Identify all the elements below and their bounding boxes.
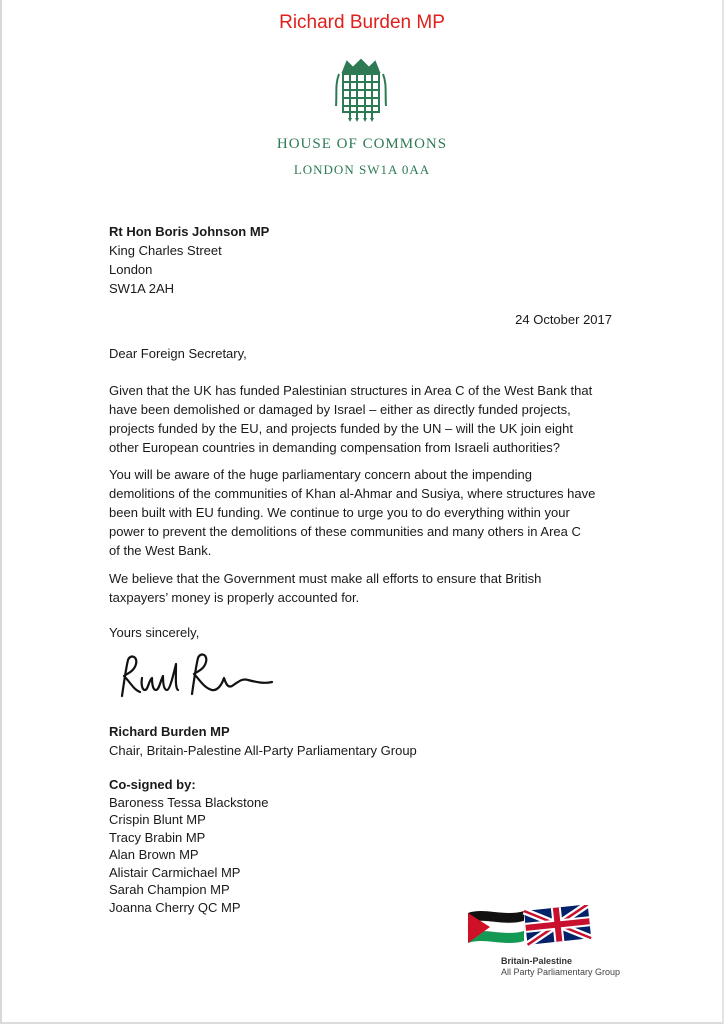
signer-name: Richard Burden MP [109,724,230,739]
recipient-address-line: King Charles Street [109,243,222,258]
paragraph-line: Given that the UK has funded Palestinian structures in Area C of the West Bank that [109,383,593,398]
recipient-address-line: London [109,262,153,277]
signer-role: Chair, Britain-Palestine All-Party Parliamentary Group [109,743,417,758]
cosigner-name: Sarah Champion MP [109,882,230,897]
logo-line-2: All Party Parliamentary Group [501,967,621,977]
signature-image [108,648,278,708]
paragraph-line: of the West Bank. [109,543,212,558]
flags-logo-icon [464,905,594,955]
paragraph-line: other European countries in demanding compensation from Israeli authorities? [109,440,560,455]
cosigner-name: Joanna Cherry QC MP [109,899,241,915]
paragraph-line: taxpayers’ money is properly accounted for. [109,590,360,605]
portcullis-icon [333,58,389,122]
recipient-address-line: SW1A 2AH [109,281,175,296]
paragraph-line: We believe that the Government must make all efforts to ensure that British [109,571,542,586]
signer-block [109,722,417,760]
header-title: Richard Burden MP [279,12,445,33]
cosigner-name: Tracy Brabin MP [109,829,206,845]
letterhead-title: HOUSE OF COMMONS [276,136,448,152]
paragraph-line: demolitions of the communities of Khan al-Ahmar and Susiya, where structures have [109,486,596,501]
closing: Yours sincerely, [109,625,200,640]
paragraph-line: You will be aware of the huge parliamentary concern about the impending [109,467,533,482]
cosigned-block [109,776,268,916]
paragraph-line: projects funded by the EU, and projects funded by the UN – will the UK join eight [109,421,573,436]
recipient-name: Rt Hon Boris Johnson MP [109,224,270,239]
salutation: Dear Foreign Secretary, [109,346,247,361]
paragraph-line: power to prevent the demolitions of these communities and many others in Area C [109,524,581,539]
logo-line-1: Britain-Palestine [501,956,573,966]
paragraph-3 [109,569,629,607]
cosigner-name: Alistair Carmichael MP [109,864,241,880]
paragraph-2 [109,465,629,560]
paragraph-line: have been demolished or damaged by Israel – either as directly funded projects, [109,402,571,417]
recipient-block [109,222,269,298]
cosigned-heading: Co-signed by: [109,777,196,792]
cosigner-name: Alan Brown MP [109,847,199,862]
letter-date: 24 October 2017 [515,312,612,327]
letterhead-address: LONDON SW1A 0AA [293,162,431,177]
cosigner-name: Baroness Tessa Blackstone [109,794,269,810]
appg-logo [464,905,624,980]
cosigner-name: Crispin Blunt MP [109,812,206,827]
paragraph-1 [109,381,629,457]
paragraph-line: been built with EU funding. We continue to urge you to do everything within your [109,505,570,520]
